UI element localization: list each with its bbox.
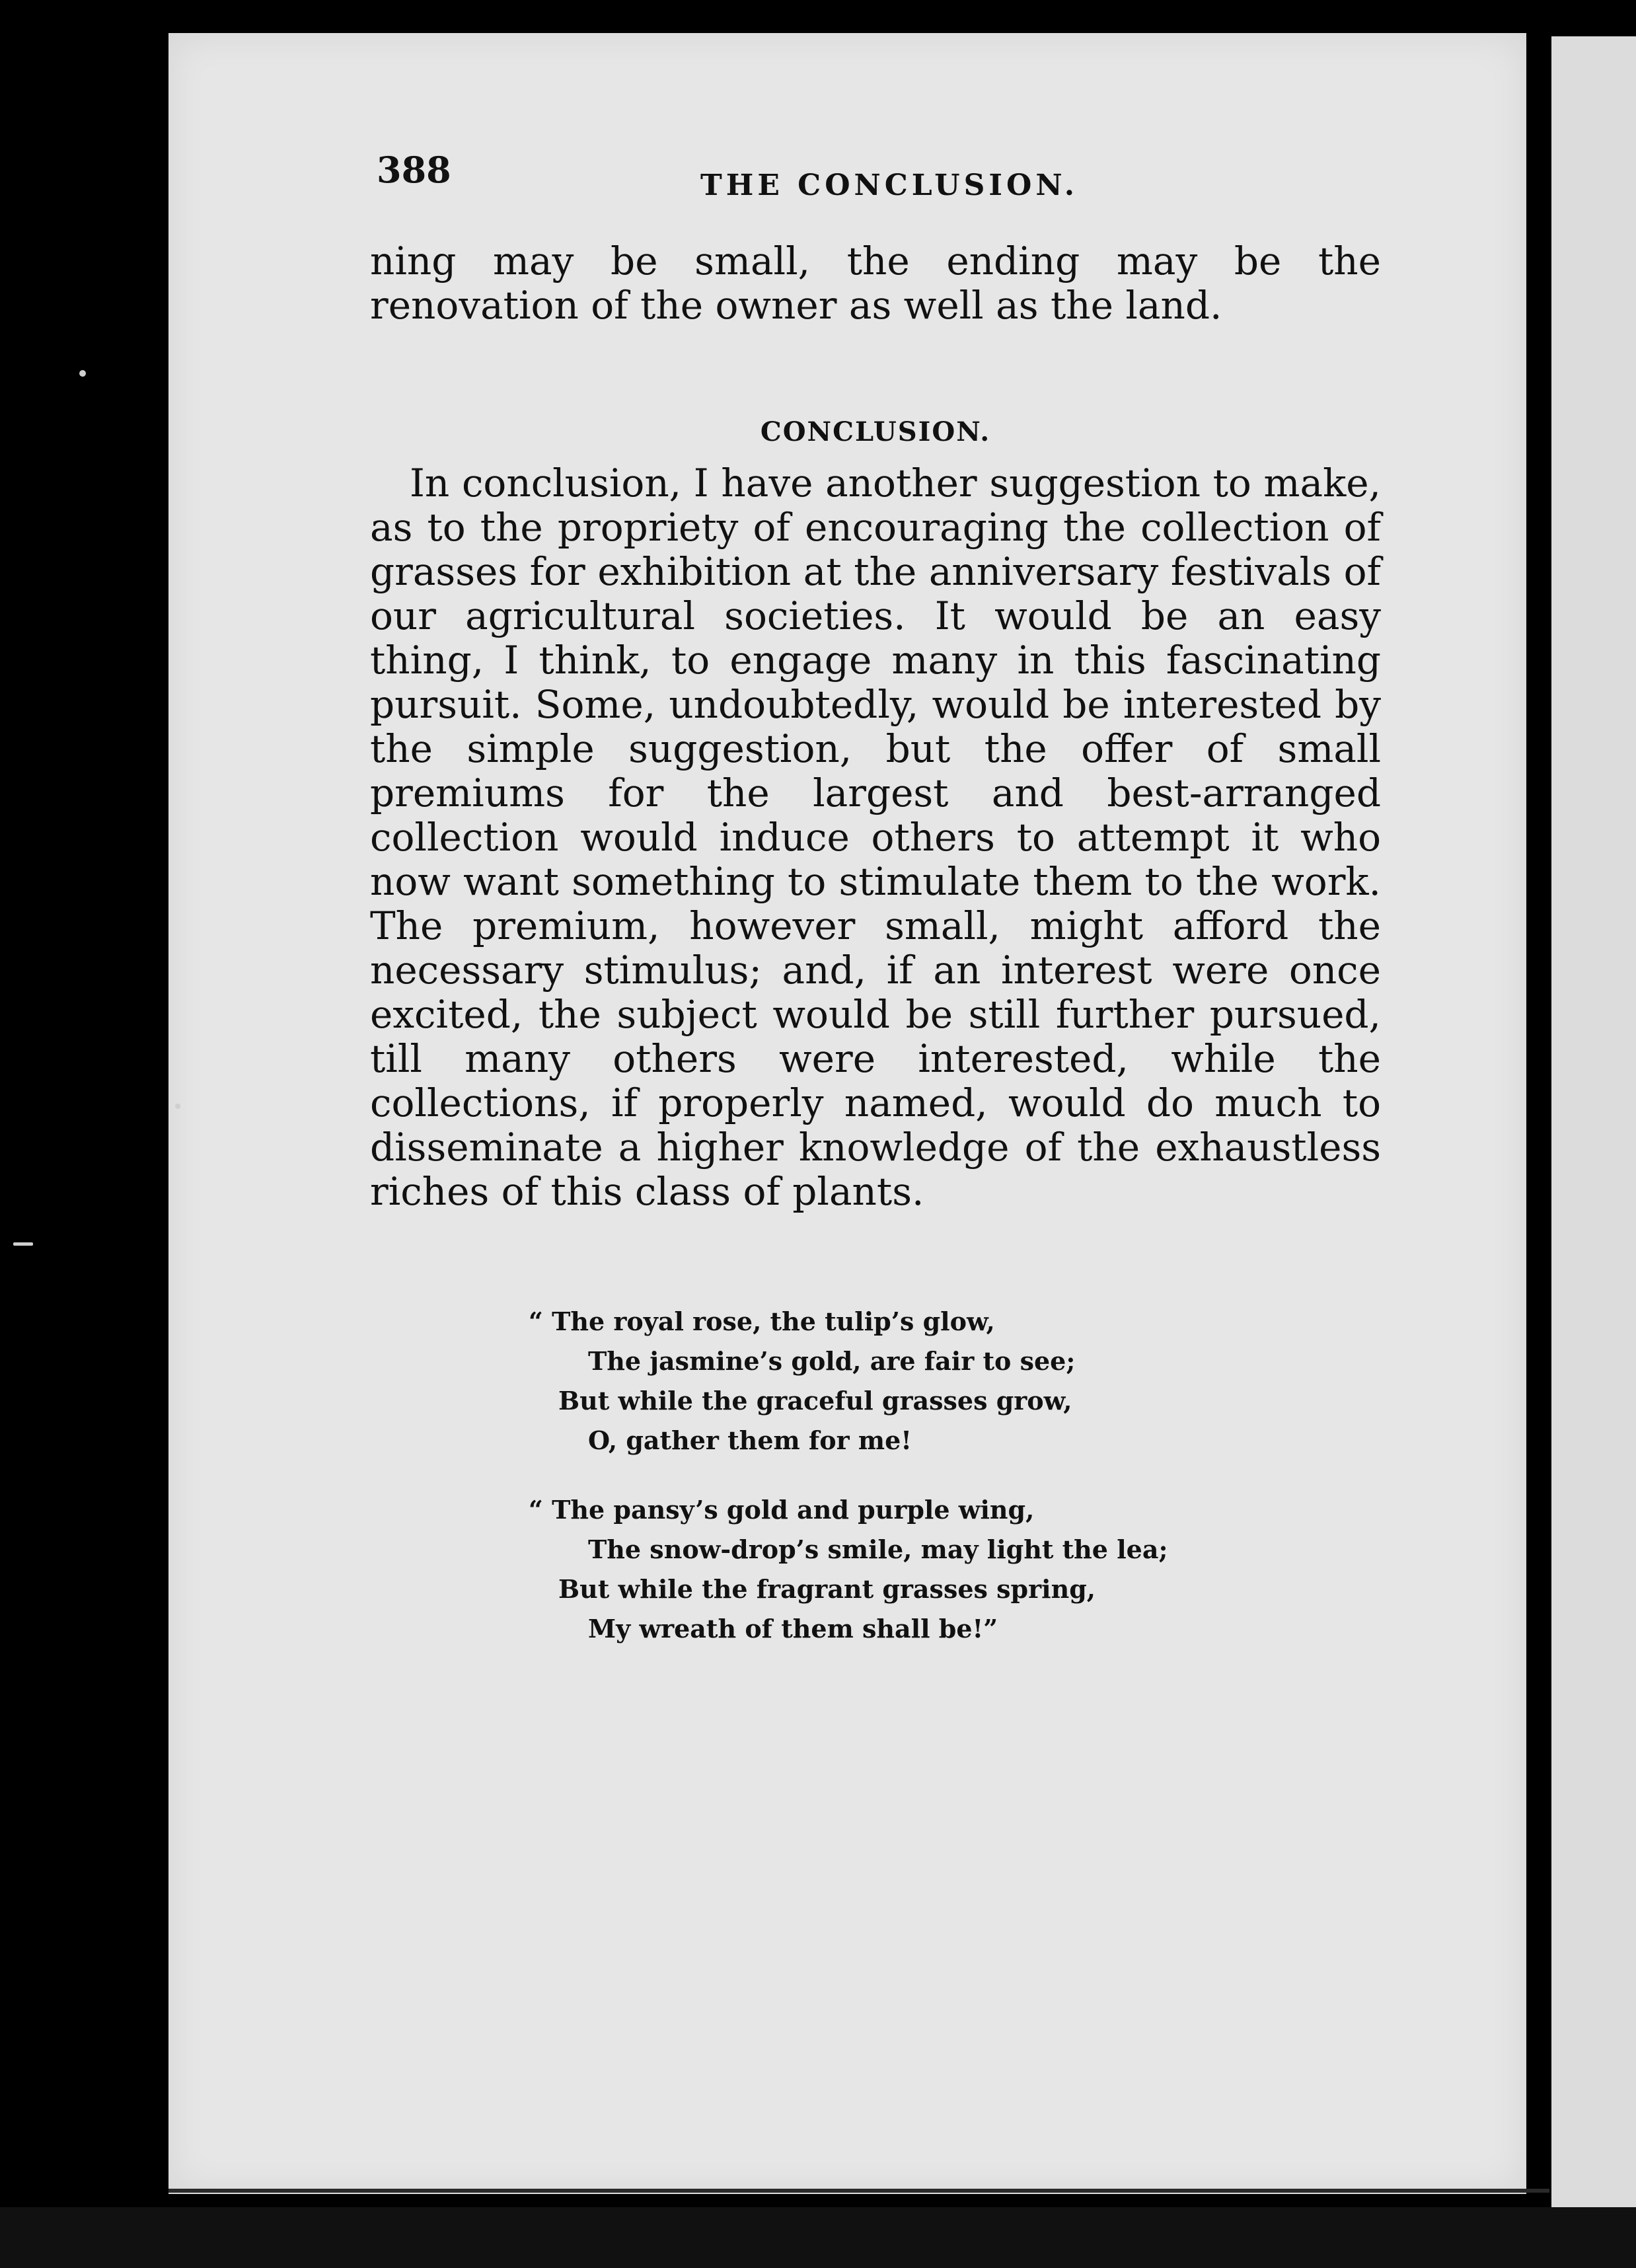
running-head [377, 149, 1361, 202]
continuation-paragraph: ning may be small, the ending may be the renovation of the owner as well as the land. [370, 239, 1381, 328]
poem-line: The snow-drop’s smile, may light the lea; [588, 1534, 1168, 1564]
facing-page-edge [1551, 36, 1636, 2211]
scan-border [0, 2207, 1636, 2268]
scan-speck [13, 1242, 33, 1246]
scan-speck [79, 370, 86, 377]
poem-stanza-1 [529, 1302, 1321, 1460]
poem-line: But while the fragrant grasses spring, [558, 1574, 1096, 1604]
scan-speck [175, 1104, 180, 1109]
poem-line: “ The royal rose, the tulip’s glow, [529, 1306, 995, 1336]
section-heading: CONCLUSION. [760, 416, 991, 447]
page-number: 388 [377, 149, 451, 191]
poem-line: My wreath of them shall be!” [588, 1614, 998, 1644]
poem-line: But while the graceful grasses grow, [558, 1386, 1072, 1416]
poem-line: O, gather them for me! [588, 1425, 912, 1455]
page-bottom-edge [168, 2189, 1549, 2193]
conclusion-paragraph: In conclusion, I have another suggestion to make, as to the propriety of encouraging the collection of grasses for exhibition at the anniversary festivals of our agricultural societies. It would be an easy thing, I think, to engage many in this fascinating pursuit. Some, undoubtedly, would be interested by the simple suggestion, but the offer of small premiums for the largest and best-arranged collection would induce others to attempt it who now want something to stimulate them to the work. The premium, however small, might afford the necessary stimulus; and, if an interest were once excited, the subject would be still further pursued, till many others were interested, while the collections, if properly named, would do much to disseminate a higher knowledge of the exhaustless riches of this class of plants. [370, 461, 1381, 1214]
poem-stanza-2 [529, 1490, 1321, 1649]
running-title: THE CONCLUSION. [700, 169, 1079, 202]
poem-line: The jasmine’s gold, are fair to see; [588, 1346, 1076, 1376]
poem-line: “ The pansy’s gold and purple wing, [529, 1495, 1035, 1525]
